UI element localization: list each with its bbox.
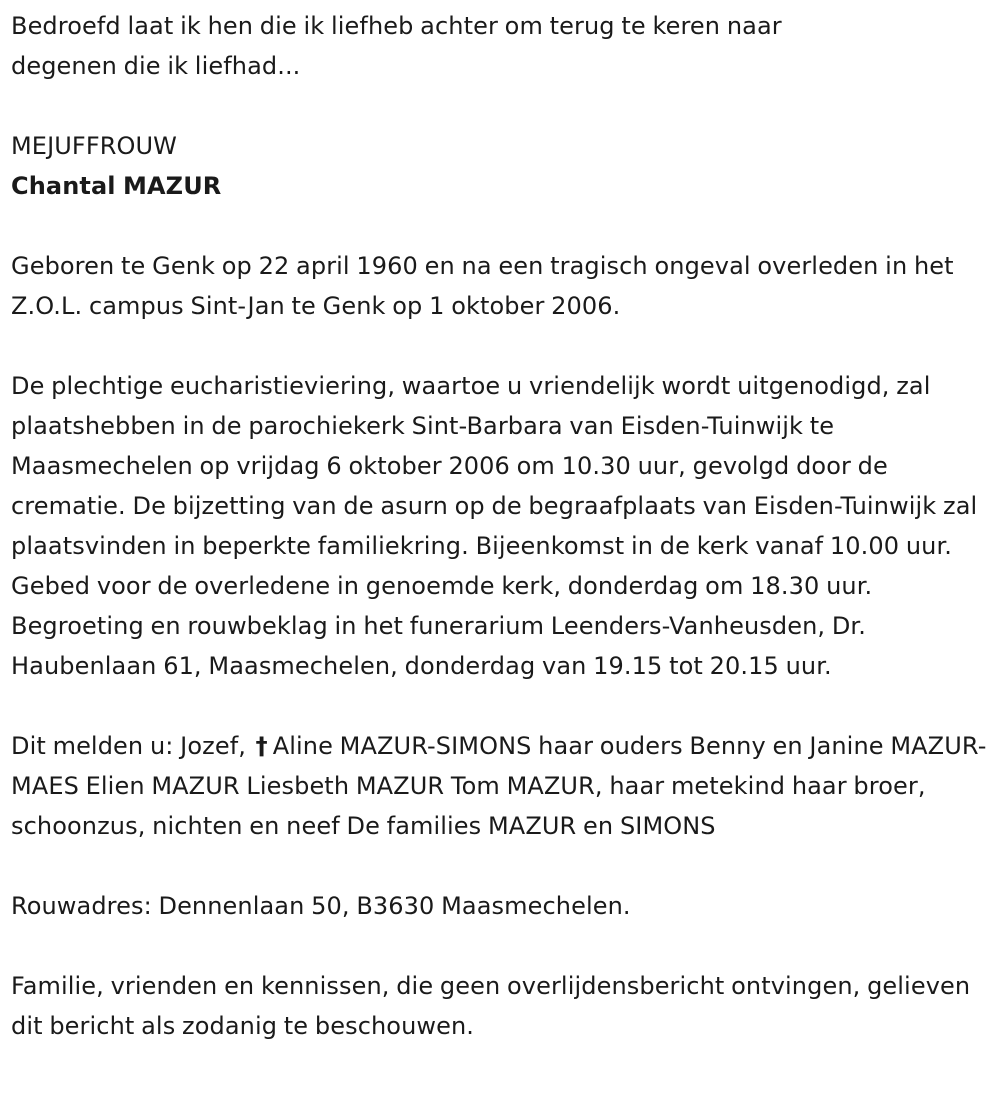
deceased-name: Chantal MAZUR — [11, 172, 222, 200]
spacer — [11, 86, 991, 126]
ceremony-paragraph: De plechtige eucharistieviering, waartoe u vriendelijk wordt uitgenodigd, zal plaatshebben in de parochiekerk Sint-Barbara van Eisden-Tuinwijk te Maasmechelen op vrijdag 6 oktober 2006 om 10.30 uur, gevolgd door de crematie. De bijzetting van de asurn op de begraafplaats van Eisden-Tuinwijk zal plaatsvinden in beperkte familiekring. Bijeenkomst in de kerk vanaf 10.00 uur. Gebed voor de overledene in genoemde kerk, donderdag om 18.30 uur. Begroeting en rouwbeklag in het funerarium Leenders-Vanheusden, Dr. Haubenlaan 61, Maasmechelen, donderdag van 19.15 tot 20.15 uur. — [11, 372, 978, 680]
cross-icon: † — [255, 732, 268, 760]
opening-line-2: degenen die ik liefhad... — [11, 52, 301, 80]
obituary-notice — [11, 6, 991, 1046]
mourning-address: Rouwadres: Dennenlaan 50, B3630 Maasmechelen. — [11, 892, 631, 920]
birth-death-paragraph: Geboren te Genk op 22 april 1960 en na een tragisch ongeval overleden in het Z.O.L. campus Sint-Jan te Genk op 1 oktober 2006. — [11, 252, 954, 320]
closing-paragraph: Familie, vrienden en kennissen, die geen overlijdensbericht ontvingen, gelieven dit bericht als zodanig te beschouwen. — [11, 972, 971, 1040]
spacer — [11, 206, 991, 246]
family-rest: Aline MAZUR-SIMONS haar ouders Benny en Janine MAZUR-MAES Elien MAZUR Liesbeth MAZUR Tom MAZUR, haar metekind haar broer, schoonzus, nichten en neef De families MAZUR en SIMONS — [11, 732, 987, 840]
honorific-title: MEJUFFROUW — [11, 132, 177, 160]
spacer — [11, 846, 991, 886]
spacer — [11, 686, 991, 726]
spacer — [11, 326, 991, 366]
opening-line-1: Bedroefd laat ik hen die ik liefheb achter om terug te keren naar — [11, 12, 782, 40]
family-prefix: Dit melden u: Jozef, — [11, 732, 246, 760]
spacer — [11, 926, 991, 966]
family-paragraph — [11, 726, 991, 846]
